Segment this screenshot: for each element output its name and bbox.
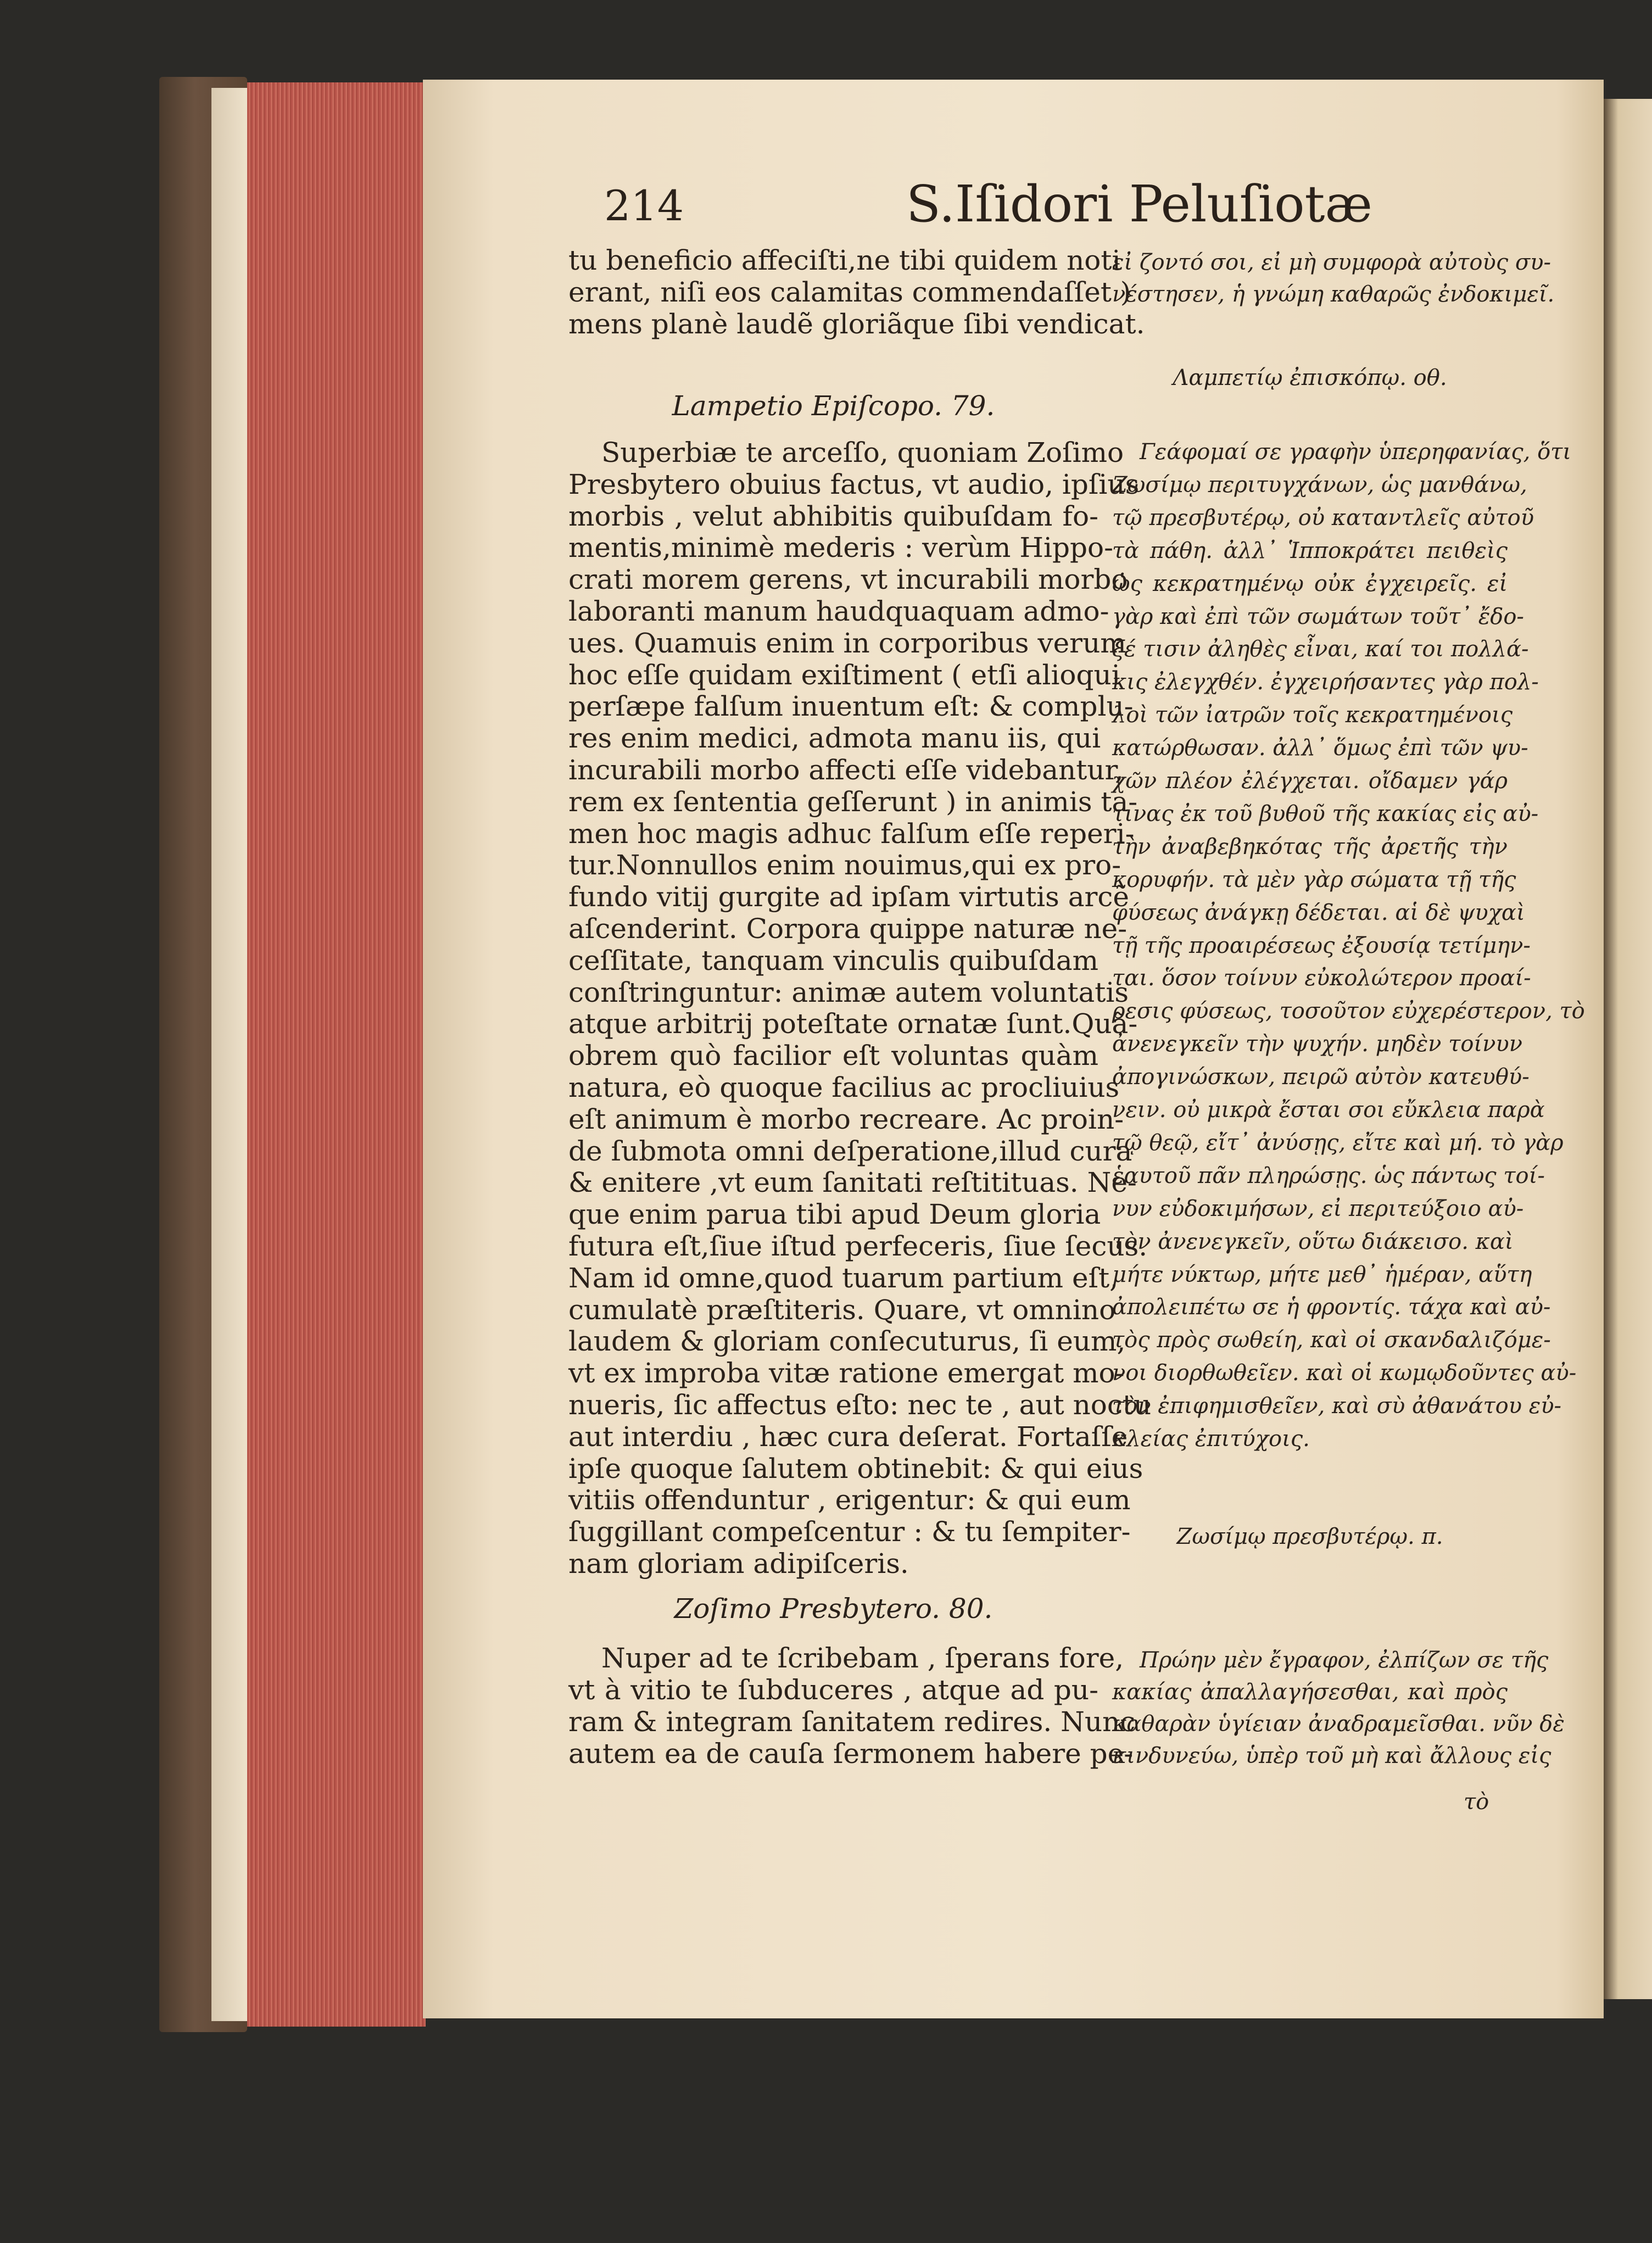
greek-text-line: ται. ὅσον τοίνυν εὐκολώτερον προαί- (1112, 966, 1531, 991)
catchword: τὸ (1464, 1789, 1489, 1815)
greek-text-line: ἀπογινώσκων, πειρῶ αὐτὸν κατευθύ- (1112, 1064, 1530, 1090)
latin-text-line: vt ex improba vitæ ratione emergat mo- (568, 1357, 1125, 1390)
latin-text-line: nueris, ſic affectus eſto: nec te , aut noctu (568, 1389, 1152, 1421)
greek-text-line: τινας ἐκ τοῦ βυθοῦ τῆς κακίας εἰς αὐ- (1112, 801, 1539, 827)
latin-text-line: Nuper ad te ſcribebam , ſperans fore, (601, 1642, 1124, 1674)
greek-text-line: χῶν πλέον ἐλέγχεται. οἴδαμεν γάρ (1112, 768, 1508, 794)
latin-text-line: morbis , velut abhibitis quibuſdam fo- (568, 500, 1098, 532)
greek-text-line: κακίας ἀπαλλαγήσεσθαι, καὶ πρὸς (1112, 1680, 1508, 1705)
latin-text-line: crati morem gerens, vt incurabili morbo (568, 563, 1128, 596)
facing-page-edge (1604, 99, 1652, 1999)
greek-text-line: τὰ πάθη. ἀλλ᾽ Ἱπποκράτει πειθεὶς (1112, 538, 1508, 563)
greek-text-line: τὸν ἀνενεγκεῖν, οὕτω διάκεισο. καὶ (1112, 1229, 1514, 1254)
latin-text-line: conſtringuntur: animæ autem voluntatis (568, 976, 1129, 1008)
greek-text-line: ξέ τισιν ἀληθὲς εἶναι, καί τοι πολλά- (1112, 637, 1529, 662)
letter-heading-greek-80: Ζωσίμῳ πρεσβυτέρῳ. π. (1176, 1524, 1443, 1549)
page-number: 214 (604, 181, 684, 230)
letter-heading-latin-79: Lampetio Epiſcopo. 79. (672, 390, 995, 422)
latin-text-line: de ſubmota omni deſperatione,illud cura (568, 1135, 1132, 1167)
latin-text-line: fundo vitij gurgite ad ipſam virtutis arcẽ (568, 881, 1130, 913)
latin-text-line: vt à vitio te ſubduceres , atque ad pu- (568, 1674, 1098, 1706)
latin-text-line: ceſſitate, tanquam vinculis quibuſdam (568, 944, 1098, 977)
greek-text-line: ἀπολειπέτω σε ἡ φροντίς. τάχα καὶ αὐ- (1112, 1295, 1551, 1320)
greek-text-line: λοὶ τῶν ἰατρῶν τοῖς κεκρατημένοις (1112, 702, 1513, 728)
latin-text-line: laudem & gloriam conſecuturus, ſi eum, (568, 1325, 1126, 1358)
latin-text-line: Superbiæ te arceſſo, quoniam Zoſimo (601, 437, 1124, 468)
latin-text-line: perſæpe falſum inuentum eſt: & complu- (568, 690, 1134, 723)
latin-text-line: Nam id omne,quod tuarum partium eſt, (568, 1262, 1119, 1294)
greek-text-line: ὡς κεκρατημένῳ οὐκ ἐγχειρεῖς. εἰ (1112, 571, 1508, 596)
latin-text-line: que enim parua tibi apud Deum gloria (568, 1198, 1101, 1231)
latin-text-line: obrem quò facilior eſt voluntas quàm (568, 1040, 1098, 1072)
latin-text-line: nam gloriam adipiſceris. (568, 1548, 909, 1580)
greek-text-line: νέστησεν, ἡ γνώμη καθαρῶς ἐνδοκιμεῖ. (1112, 282, 1555, 307)
greek-text-line: κλείας ἐπιτύχοις. (1112, 1426, 1310, 1452)
latin-text-line: ipſe quoque ſalutem obtinebit: & qui eius (568, 1452, 1143, 1485)
greek-text-line: γὰρ καὶ ἐπὶ τῶν σωμάτων τοῦτ᾽ ἔδο- (1112, 604, 1524, 629)
latin-text-line: futura eſt,ſiue iſtud perfeceris, ſiue ſecus. (568, 1230, 1148, 1262)
latin-text-line: hoc eſſe quidam exiſtiment ( etſi alioqui (568, 659, 1120, 691)
latin-text-line: aſcenderint. Corpora quippe naturæ ne- (568, 913, 1128, 945)
greek-text-line: Γεάφομαί σε γραφὴν ὑπερηφανίας, ὅτι (1140, 439, 1571, 465)
latin-text-line: autem ea de cauſa ſermonem habere pe- (568, 1738, 1134, 1770)
latin-text-line: Presbytero obuius factus, vt audio, ipſius (568, 468, 1140, 500)
greek-text-line: τῇ τῆς προαιρέσεως ἐξουσίᾳ τετίμην- (1112, 933, 1531, 958)
greek-text-line: Ζωσίμῳ περιτυγχάνων, ὡς μανθάνω, (1112, 472, 1527, 498)
latin-text-line: tur.Nonnullos enim nouimus,qui ex pro- (568, 849, 1121, 881)
latin-text-line: cumulatè præſtiteris. Quare, vt omnino (568, 1293, 1116, 1326)
latin-text-line: rem ex ſententia geſſerunt ) in animis ta- (568, 785, 1138, 818)
latin-text-line: natura, eò quoque facilius ac procliuius (568, 1072, 1120, 1103)
greek-text-line: κινδυνεύω, ὑπὲρ τοῦ μὴ καὶ ἄλλους εἰς (1112, 1743, 1551, 1768)
greek-text-line: ἀνενεγκεῖν τὴν ψυχήν. μηδὲν τοίνυν (1112, 1031, 1523, 1057)
latin-text-line: res enim medici, admota manu iis, qui (568, 722, 1101, 755)
latin-text-line: aut interdiu , hæc cura deſerat. Fortaſſe (568, 1420, 1128, 1453)
greek-text-line: Πρώην μὲν ἔγραφον, ἐλπίζων σε τῆς (1140, 1648, 1549, 1673)
latin-text-line: tu beneficio affeciſti,ne tibi quidem noti (568, 244, 1121, 276)
greek-text-line: τὸν ἐπιφημισθεῖεν, καὶ σὺ ἀθανάτου εὐ- (1112, 1393, 1562, 1419)
red-page-edges (247, 82, 426, 2027)
greek-text-line: νειν. οὐ μικρὰ ἔσται σοι εὔκλεια παρὰ (1112, 1097, 1545, 1123)
latin-text-line: vitiis offenduntur , erigentur: & qui eum (568, 1484, 1131, 1516)
latin-text-line: ues. Quamuis enim in corporibus verum (568, 627, 1126, 659)
latin-text-line: erant, niſi eos calamitas commendaſſet ) (568, 276, 1131, 308)
flyleaf (211, 88, 250, 2021)
latin-text-line: ram & integram ſanitatem redires. Nunc (568, 1706, 1136, 1738)
latin-text-line: laboranti manum haudquaquam admo- (568, 595, 1109, 627)
letter-heading-latin-80: Zoſimo Presbytero. 80. (674, 1593, 993, 1625)
greek-text-line: κις ἐλεγχθέν. ἐγχειρήσαντες γὰρ πολ- (1112, 669, 1539, 695)
latin-text-line: mentis,minimè mederis : verùm Hippo- (568, 532, 1113, 564)
greek-text-line: ρεσις φύσεως, τοσοῦτον εὐχερέστερον, τὸ (1112, 998, 1585, 1024)
greek-text-line: κατώρθωσαν. ἀλλ᾽ ὅμως ἐπὶ τῶν ψυ- (1112, 735, 1528, 761)
running-head: S.Iſidori Peluſiotæ (906, 175, 1372, 233)
greek-text-line: μήτε νύκτωρ, μήτε μεθ᾽ ἡμέραν, αὕτη (1112, 1262, 1532, 1287)
greek-text-line: φύσεως ἀνάγκῃ δέδεται. αἱ δὲ ψυχαὶ (1112, 900, 1525, 925)
greek-text-line: νοι διορθωθεῖεν. καὶ οἱ κωμῳδοῦντες αὐ- (1112, 1360, 1577, 1386)
greek-text-line: εἰ ζοντό σοι, εἰ μὴ συμφορὰ αὐτοὺς συ- (1112, 250, 1551, 275)
latin-text-line: ſuggillant compeſcentur : & tu ſempiter- (568, 1516, 1131, 1548)
greek-text-line: καθαρὰν ὑγίειαν ἀναδραμεῖσθαι. νῦν δὲ (1112, 1711, 1565, 1737)
latin-text-line: eſt animum è morbo recreare. Ac proin- (568, 1103, 1124, 1135)
greek-text-line: τὴν ἀναβεβηκότας τῆς ἀρετῆς τὴν (1112, 834, 1508, 860)
latin-text-line: mens planè laudẽ gloriãque ſibi vendicat. (568, 308, 1145, 340)
greek-text-line: τὸς πρὸς σωθείη, καὶ οἱ σκανδαλιζόμε- (1112, 1327, 1551, 1353)
greek-text-line: τῷ θεῷ, εἴτ᾽ ἀνύσῃς, εἴτε καὶ μή. τὸ γὰρ (1112, 1130, 1564, 1156)
latin-text-line: & enitere ,vt eum ſanitati reſtitituas. Ne- (568, 1167, 1137, 1199)
greek-text-line: κορυφήν. τὰ μὲν γὰρ σώματα τῇ τῆς (1112, 867, 1516, 892)
greek-text-line: νυν εὐδοκιμήσων, εἰ περιτεύξοιο αὐ- (1112, 1196, 1524, 1221)
latin-text-line: men hoc magis adhuc falſum eſſe reperi- (568, 817, 1135, 850)
greek-text-line: τῷ πρεσβυτέρῳ, οὐ καταντλεῖς αὐτοῦ (1112, 505, 1534, 531)
latin-text-line: atque arbitrij poteſtate ornatæ ſunt.Quã- (568, 1008, 1138, 1040)
greek-text-line: ἑαυτοῦ πᾶν πληρώσῃς. ὡς πάντως τοί- (1112, 1163, 1545, 1189)
letter-heading-greek-79: Λαμπετίῳ ἐπισκόπῳ. οθ. (1173, 365, 1447, 390)
latin-text-line: incurabili morbo affecti eſſe videbantur, (568, 754, 1124, 786)
